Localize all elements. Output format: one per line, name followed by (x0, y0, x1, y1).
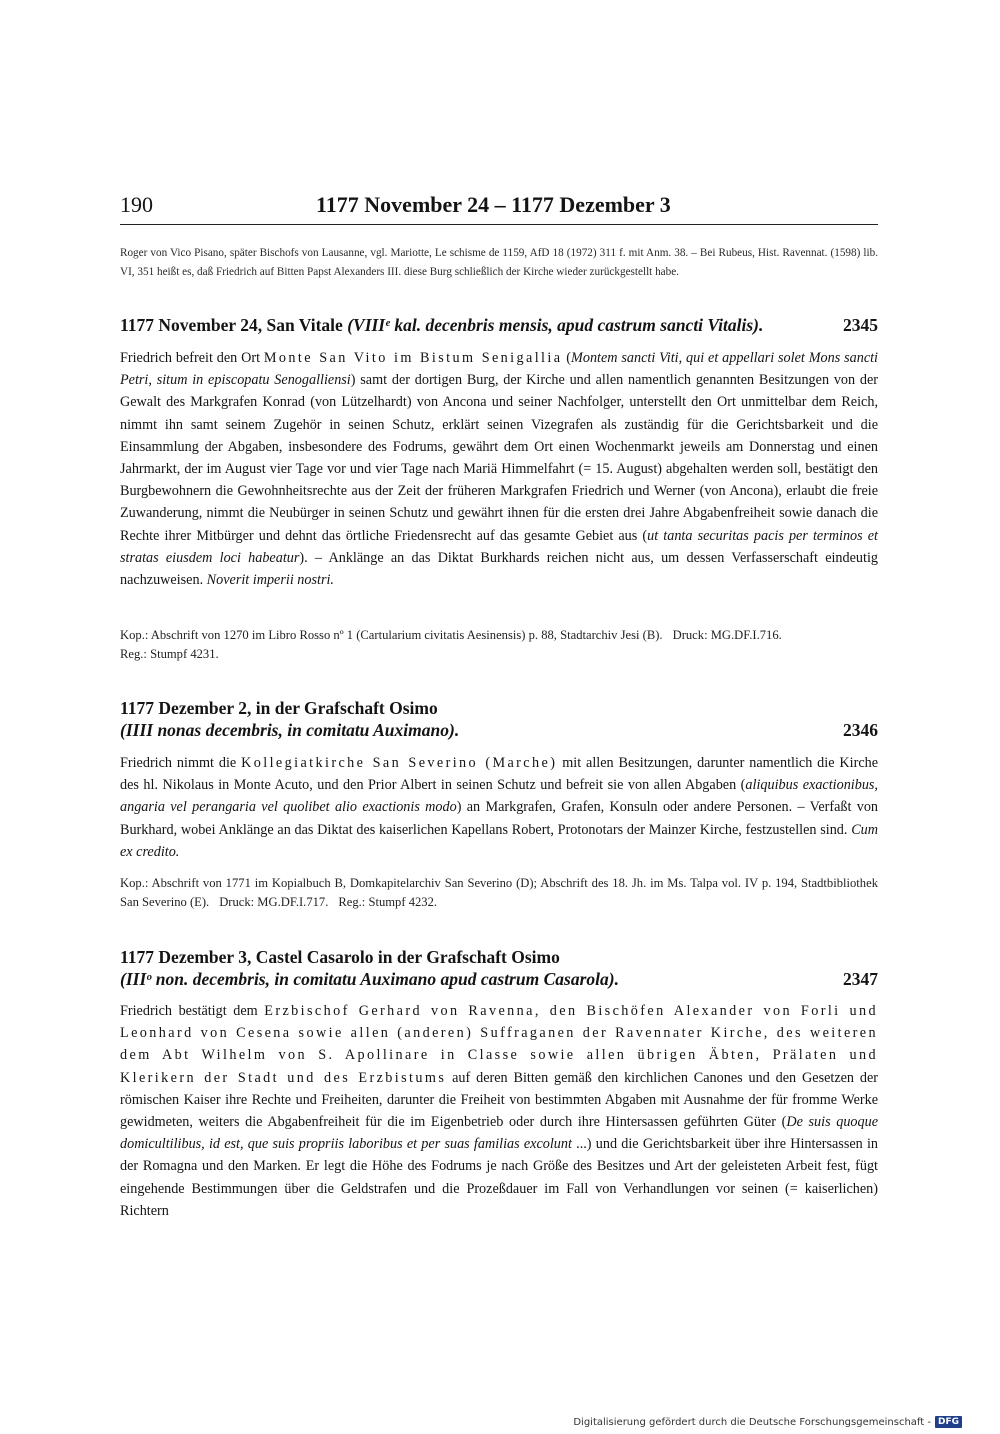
dfg-logo: DFG (935, 1416, 962, 1428)
body-text: ) samt der dortigen Burg, der Kirche und allen namentlich genannten Besitzungen von der Gewalt des Markgrafen Konrad (von Lützelhardt) von Ancona und seiner Nachfolger, unterstellt den Ort unmittelbar dem Reich, nimmt ihn samt seinem Zugehör in seinen Schutz, erklärt seinen Vizegrafen als zuständig für die Gerichtsbarkeit und die Einsammlung der Abgaben, insbesondere des Fodrums, gewährt dem Ort einen Wochenmarkt jeweils am Donnerstag und einen Jahrmarkt, der im August vier Tage vor und vier Tage nach Mariä Himmelfahrt (= 15. August) abgehalten werden soll, bestätigt den Burgbewohnern die Gewohnheitsrechte aus der Zeit der früheren Markgrafen Friedrich und Werner (von Ancona), erlaubt die freie Zuwanderung, nimmt die Neubürger in seinen Schutz und gewährt ihnen für die ersten drei Jahre Abgabenfreiheit sowie danach die Rechte ihrer Mitbürger und dehnt das örtliche Friedensrecht auf das gesamte Gebiet aus ( (120, 372, 879, 544)
body-text: Friedrich befreit den Ort (120, 350, 264, 366)
body-text: mit allen Besitzungen, darunter namentlich die Kirche des hl. Nikolaus in Monte Acuto, und den Prior Albert in seinen Schutz und befreit sie von allen Abgaben ( (120, 755, 879, 794)
body-latin-quote: ut tanta securitas pacis per terminos et stratas eiusdem loci habeatur (120, 527, 879, 566)
body-text: ...) und die Gerichtsbarkeit über ihre Hintersassen in der Romagna und den Marken. Er legt die Höhe des Fodrums je nach Größe des Besitzes und Art der geleisteten Arbeit fest, fügt eingehende Bestimmungen über die Geldstrafen und die Prozeßdauer im Fall von Verhandlungen vor seinen (= kaiserlichen) Richtern (120, 1136, 879, 1219)
body-text: auf deren Bitten gemäß den kirchlichen Canones und den Gesetzen der römischen Kaiser ihre Rechte und Freiheiten, darunter die Freiheit von bestimmten Abgaben mit Ausnahme der für fromme Werke gewidmeten, weiters die Abgabenfreiheit für die im Eigenbetrieb oder durch ihre Hintersassen geführten Güter ( (120, 1069, 879, 1131)
entry-number: 2347 (843, 969, 878, 989)
sources-print: Druck: MG.DF.I.717. (219, 894, 329, 909)
entry-body-2345 (120, 347, 878, 591)
entry-heading-2345 (120, 314, 878, 336)
sources-regest: Reg.: Stumpf 4232. (338, 894, 438, 909)
body-spaced-text: Monte San Vito im Bistum Senigallia (263, 350, 563, 366)
entry-heading-2347 (120, 946, 878, 990)
entry-latin-date: (VIIIᵉ kal. decenbris mensis, apud castrum sancti Vitalis). (347, 315, 764, 335)
body-text: ). – Anklänge an das Diktat Burkhards reichen nicht aus, um dessen Verfasserschaft eindeutig nachzuweisen. (120, 549, 878, 589)
body-text: Friedrich bestätigt dem (120, 1003, 265, 1019)
digitization-credit (573, 1416, 962, 1428)
footnote: Roger von Vico Pisano, später Bischofs von Lausanne, vgl. Mariotte, Le schisme de 1159, AfD 18 (1972) 311 f. mit Anm. 38. – Bei Rubeus, Hist. Ravennat. (1598) lib. VI, 351 heißt es, daß Friedrich auf Bitten Papst Alexanders III. diese Burg schließlich der Kirche wieder zurückgestellt habe. (120, 247, 878, 278)
body-text: Friedrich nimmt die (120, 755, 242, 771)
body-latin-quote: Noverit imperii nostri. (206, 572, 334, 589)
entry-latin-date: (IIIᵒ non. decembris, in comitatu Auximano apud castrum Casarola). (120, 969, 619, 989)
sources-copy: Kop.: Abschrift von 1771 im Kopialbuch B, Domkapitelarchiv San Severino (D); Abschrift des 18. Jh. im Ms. Talpa vol. IV p. 194, Stadtbibliothek San Severino (E). (120, 876, 878, 909)
entry-date: 1177 Dezember 3, Castel Casarolo in der Grafschaft Osimo (120, 947, 560, 967)
entry-latin-date: (IIII nonas decembris, in comitatu Auximano). (120, 720, 460, 740)
body-text: ( (562, 350, 572, 366)
running-head (120, 190, 878, 225)
running-title: 1177 November 24 – 1177 Dezember 3 (316, 192, 671, 217)
body-latin-quote: De suis quoque domicultilibus, id est, que suis propriis laboribus et per suas familias excolunt (120, 1114, 878, 1153)
entry-sources-2345 (120, 626, 878, 663)
entry-body-2347 (120, 1000, 878, 1222)
page-number: 190 (120, 192, 153, 217)
body-latin-quote: Cum ex credito. (120, 821, 878, 860)
entry-heading-2346 (120, 697, 878, 741)
entry-date: 1177 Dezember 2, in der Grafschaft Osimo (120, 698, 438, 718)
entry-number: 2345 (843, 315, 878, 335)
body-spaced-text: Erzbischof Gerhard von Ravenna, den Bischöfen Alexander von Forli und Leonhard von Cesena sowie allen (anderen) Suffraganen der Ravennater Kirche, des weiteren dem Abt Wilhelm von S. Apollinare in Classe sowie allen übrigen Äbten, Prälaten und Klerikern der Stadt und des Erzbistums (120, 1003, 878, 1086)
entry-sources-2346 (120, 874, 878, 911)
body-text: ) an Markgrafen, Grafen, Konsuln oder andere Personen. – Verfaßt von Burkhard, wobei Anklänge an das Diktat des kaiserlichen Kapellans Robert, Protonotars der Mainzer Kirche, festzustellen sind. (120, 799, 879, 838)
entry-date: 1177 November 24, San Vitale (120, 315, 348, 335)
body-latin-quote: aliquibus exactionibus, angaria vel perangaria vel quolibet alio exactionis modo (120, 777, 878, 816)
entry-number: 2346 (843, 720, 878, 740)
body-latin-quote: Montem sancti Viti, qui et appellari solet Mons sancti Petri, situm in episcopatu Senogalliensi (120, 350, 878, 389)
sources-regest: Reg.: Stumpf 4231. (120, 646, 219, 661)
credit-text: Digitalisierung gefördert durch die Deutsche Forschungsgemeinschaft - (573, 1416, 931, 1428)
sources-print: Druck: MG.DF.I.716. (672, 628, 782, 642)
body-spaced-text: Kollegiatkirche San Severino (Marche) (241, 755, 558, 771)
entry-body-2346 (120, 752, 878, 863)
sources-copy: Kop.: Abschrift von 1270 im Libro Rosso nº 1 (Cartularium civitatis Aesinensis) p. 88, Stadtarchiv Jesi (B). (120, 628, 663, 642)
